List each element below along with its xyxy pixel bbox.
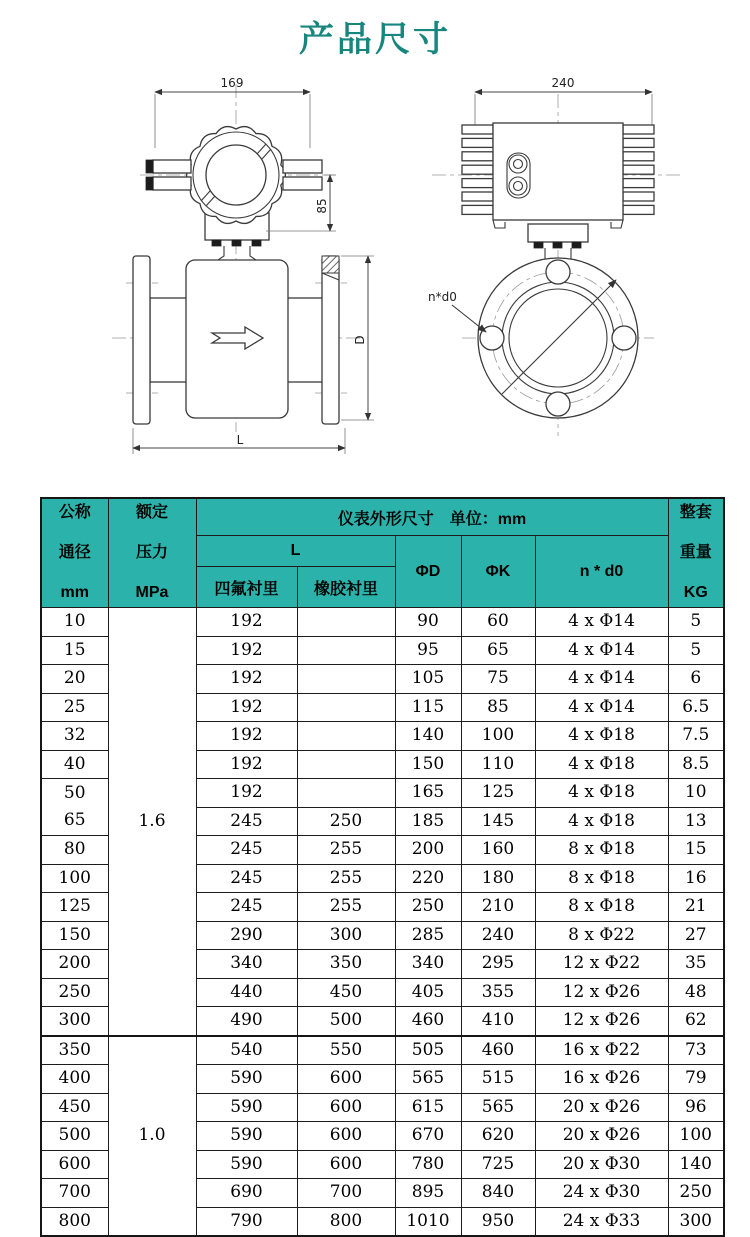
header-line: KG [683, 584, 708, 601]
cell-kg: 96 [668, 1093, 724, 1122]
table-body [41, 608, 724, 1237]
cell-dn: 600 [41, 1150, 108, 1179]
header-line: 公称 [58, 504, 91, 521]
cell-phiK: 210 [461, 893, 535, 922]
cell-ndo: 8 x Φ18 [535, 836, 668, 865]
cell-phiD: 285 [395, 921, 461, 950]
cell-dn: 450 [41, 1093, 108, 1122]
cell-rubber [297, 750, 395, 779]
cell-ndo: 4 x Φ14 [535, 636, 668, 665]
cell-phiD: 105 [395, 665, 461, 694]
cell-phiD: 565 [395, 1065, 461, 1094]
header-L: L [196, 536, 395, 567]
cell-dn: 25 [41, 693, 108, 722]
cell-ptfe: 192 [196, 665, 297, 694]
header-total-weight [668, 498, 724, 608]
cell-dn: 15 [41, 636, 108, 665]
cell-ndo: 16 x Φ22 [535, 1036, 668, 1065]
cell-rubber [297, 636, 395, 665]
dim-85-label: 85 [315, 198, 329, 214]
meter-body [133, 256, 339, 424]
cell-ptfe: 590 [196, 1065, 297, 1094]
cell-dn: 800 [41, 1207, 108, 1236]
cell-dn: 100 [41, 864, 108, 893]
cell-ndo: 4 x Φ14 [535, 693, 668, 722]
cell-rubber [297, 779, 395, 808]
cell-pressure: 1.0 [108, 1036, 196, 1237]
cell-kg: 10 [668, 779, 724, 808]
header-line: MPa [135, 584, 169, 601]
cell-ndo: 4 x Φ18 [535, 722, 668, 751]
cell-phiD: 140 [395, 722, 461, 751]
dimension-240 [475, 76, 652, 126]
cell-rubber: 255 [297, 836, 395, 865]
cell-phiD: 250 [395, 893, 461, 922]
cell-ndo: 12 x Φ22 [535, 950, 668, 979]
cell-phiD: 1010 [395, 1207, 461, 1236]
cell-kg: 5 [668, 608, 724, 637]
cell-dn: 250 [41, 978, 108, 1007]
cell-ndo: 16 x Φ26 [535, 1065, 668, 1094]
cell-kg: 7.5 [668, 722, 724, 751]
cell-rubber: 800 [297, 1207, 395, 1236]
cell-ptfe: 192 [196, 636, 297, 665]
cell-rubber: 500 [297, 1007, 395, 1036]
table-row [41, 1036, 724, 1065]
converter-housing [493, 123, 623, 260]
side-view-drawing [428, 76, 684, 436]
header-line: 通径 [58, 544, 91, 561]
header-line: 压力 [135, 544, 168, 561]
header-phiK: ΦK [461, 536, 535, 608]
cell-ptfe: 245 [196, 893, 297, 922]
cell-rubber: 600 [297, 1065, 395, 1094]
cell-ndo: 4 x Φ18 [535, 750, 668, 779]
dim-240-label: 240 [551, 76, 575, 90]
cell-phiD: 90 [395, 608, 461, 637]
cell-dn-merged [41, 779, 108, 836]
cell-phiD: 165 [395, 779, 461, 808]
cell-phiD: 505 [395, 1036, 461, 1065]
cell-ptfe: 245 [196, 807, 297, 836]
cell-phiD: 220 [395, 864, 461, 893]
technical-drawings [0, 76, 750, 490]
cell-kg: 27 [668, 921, 724, 950]
cell-phiK: 125 [461, 779, 535, 808]
header-dims-title: 仪表外形尺寸 单位：mm [196, 498, 668, 536]
cell-rubber: 250 [297, 807, 395, 836]
cell-rubber: 700 [297, 1179, 395, 1208]
dim-169-label: 169 [220, 76, 244, 90]
cell-dn: 65 [63, 810, 86, 830]
ndo-callout-label: n*d0 [428, 290, 457, 304]
cell-phiK: 515 [461, 1065, 535, 1094]
header-rubber-lining: 橡胶衬里 [297, 567, 395, 608]
cell-ndo: 4 x Φ14 [535, 665, 668, 694]
flange-face [478, 258, 638, 418]
cell-pressure: 1.6 [108, 608, 196, 1036]
cell-ptfe: 690 [196, 1179, 297, 1208]
cell-dn: 500 [41, 1122, 108, 1151]
table-header [41, 498, 724, 608]
cell-kg: 35 [668, 950, 724, 979]
cell-phiK: 180 [461, 864, 535, 893]
cell-ndo: 20 x Φ26 [535, 1122, 668, 1151]
page-title: 产品尺寸 [298, 20, 451, 59]
cell-rubber [297, 722, 395, 751]
cell-phiD: 460 [395, 1007, 461, 1036]
converter-head [187, 127, 286, 224]
cell-dn: 125 [41, 893, 108, 922]
header-line: 整套 [679, 504, 712, 521]
cell-kg: 48 [668, 978, 724, 1007]
cell-phiK: 355 [461, 978, 535, 1007]
cell-dn: 32 [41, 722, 108, 751]
cell-kg: 6.5 [668, 693, 724, 722]
cell-dn: 700 [41, 1179, 108, 1208]
cell-ptfe: 192 [196, 608, 297, 637]
cell-phiK: 950 [461, 1207, 535, 1236]
cell-phiK: 65 [461, 636, 535, 665]
cell-phiD: 95 [395, 636, 461, 665]
cell-kg: 6 [668, 665, 724, 694]
cell-rubber [297, 608, 395, 637]
cell-phiK: 100 [461, 722, 535, 751]
cell-phiK: 620 [461, 1122, 535, 1151]
cell-ptfe: 245 [196, 836, 297, 865]
cell-rubber: 600 [297, 1093, 395, 1122]
cell-ndo: 24 x Φ30 [535, 1179, 668, 1208]
cell-ptfe: 340 [196, 950, 297, 979]
cell-kg: 15 [668, 836, 724, 865]
header-nominal-diameter [41, 498, 108, 608]
cell-kg: 21 [668, 893, 724, 922]
table-row [41, 608, 724, 637]
cell-phiK: 75 [461, 665, 535, 694]
cell-kg: 73 [668, 1036, 724, 1065]
cell-ptfe: 590 [196, 1150, 297, 1179]
dim-L-label: L [236, 433, 244, 447]
cell-rubber [297, 665, 395, 694]
cell-phiD: 405 [395, 978, 461, 1007]
cell-ptfe: 192 [196, 693, 297, 722]
cell-rubber: 600 [297, 1122, 395, 1151]
cell-phiK: 110 [461, 750, 535, 779]
cell-dn: 200 [41, 950, 108, 979]
cell-phiK: 725 [461, 1150, 535, 1179]
cell-rubber: 300 [297, 921, 395, 950]
cell-ptfe: 490 [196, 1007, 297, 1036]
cell-ndo: 24 x Φ33 [535, 1207, 668, 1236]
cell-phiK: 295 [461, 950, 535, 979]
cell-phiK: 85 [461, 693, 535, 722]
cell-ptfe: 590 [196, 1093, 297, 1122]
cell-phiK: 145 [461, 807, 535, 836]
cell-ptfe: 590 [196, 1122, 297, 1151]
cell-dn: 80 [41, 836, 108, 865]
cell-ptfe: 192 [196, 722, 297, 751]
dimension-L [133, 428, 345, 454]
cell-ptfe: 290 [196, 921, 297, 950]
cell-phiK: 160 [461, 836, 535, 865]
cell-rubber: 350 [297, 950, 395, 979]
cell-ptfe: 245 [196, 864, 297, 893]
header-line: 额定 [135, 504, 168, 521]
cell-kg: 79 [668, 1065, 724, 1094]
cell-rubber: 550 [297, 1036, 395, 1065]
cell-kg: 62 [668, 1007, 724, 1036]
cell-kg: 5 [668, 636, 724, 665]
cell-kg: 16 [668, 864, 724, 893]
cell-phiD: 185 [395, 807, 461, 836]
cell-kg: 8.5 [668, 750, 724, 779]
cell-kg: 250 [668, 1179, 724, 1208]
cell-ndo: 4 x Φ14 [535, 608, 668, 637]
cell-ndo: 12 x Φ26 [535, 1007, 668, 1036]
cell-rubber: 450 [297, 978, 395, 1007]
cell-phiD: 670 [395, 1122, 461, 1151]
cell-kg: 140 [668, 1150, 724, 1179]
cell-rubber: 600 [297, 1150, 395, 1179]
cell-ndo: 12 x Φ26 [535, 978, 668, 1007]
cell-dn: 300 [41, 1007, 108, 1036]
header-rated-pressure [108, 498, 196, 608]
cell-ndo: 8 x Φ18 [535, 893, 668, 922]
cell-rubber: 255 [297, 893, 395, 922]
header-ptfe-lining: 四氟衬里 [196, 567, 297, 608]
cell-phiK: 60 [461, 608, 535, 637]
cell-ptfe: 440 [196, 978, 297, 1007]
cell-phiK: 840 [461, 1179, 535, 1208]
header-line: mm [60, 584, 89, 601]
cell-phiK: 460 [461, 1036, 535, 1065]
cell-phiK: 240 [461, 921, 535, 950]
cell-rubber [297, 693, 395, 722]
bolt-callout [428, 290, 486, 332]
cell-phiD: 200 [395, 836, 461, 865]
cell-dn: 150 [41, 921, 108, 950]
header-line: 重量 [679, 544, 712, 561]
front-view-drawing [112, 76, 374, 454]
cell-phiD: 780 [395, 1150, 461, 1179]
cell-phiD: 150 [395, 750, 461, 779]
dim-D-label: D [353, 335, 367, 345]
cell-phiD: 340 [395, 950, 461, 979]
cell-phiD: 615 [395, 1093, 461, 1122]
cell-ptfe: 790 [196, 1207, 297, 1236]
header-ndo: n * d0 [535, 536, 668, 608]
cell-dn: 350 [41, 1036, 108, 1065]
cell-rubber: 255 [297, 864, 395, 893]
cell-phiK: 565 [461, 1093, 535, 1122]
dimension-D [341, 256, 374, 420]
cell-phiK: 410 [461, 1007, 535, 1036]
cell-kg: 13 [668, 807, 724, 836]
cell-ndo: 4 x Φ18 [535, 807, 668, 836]
cell-dn: 400 [41, 1065, 108, 1094]
cell-kg: 100 [668, 1122, 724, 1151]
cell-dn: 50 [63, 782, 86, 803]
dimension-spec-table [40, 497, 725, 1237]
cell-ndo: 20 x Φ26 [535, 1093, 668, 1122]
cell-phiD: 895 [395, 1179, 461, 1208]
cell-ndo: 4 x Φ18 [535, 779, 668, 808]
cell-ptfe: 540 [196, 1036, 297, 1065]
cell-ndo: 8 x Φ18 [535, 864, 668, 893]
cell-dn: 20 [41, 665, 108, 694]
cell-phiD: 115 [395, 693, 461, 722]
cell-ptfe: 192 [196, 779, 297, 808]
cell-ndo: 20 x Φ30 [535, 1150, 668, 1179]
cell-ptfe: 192 [196, 750, 297, 779]
cell-dn: 40 [41, 750, 108, 779]
cell-kg: 300 [668, 1207, 724, 1236]
cell-ndo: 8 x Φ22 [535, 921, 668, 950]
cell-dn: 10 [41, 608, 108, 637]
header-phiD: ΦD [395, 536, 461, 608]
